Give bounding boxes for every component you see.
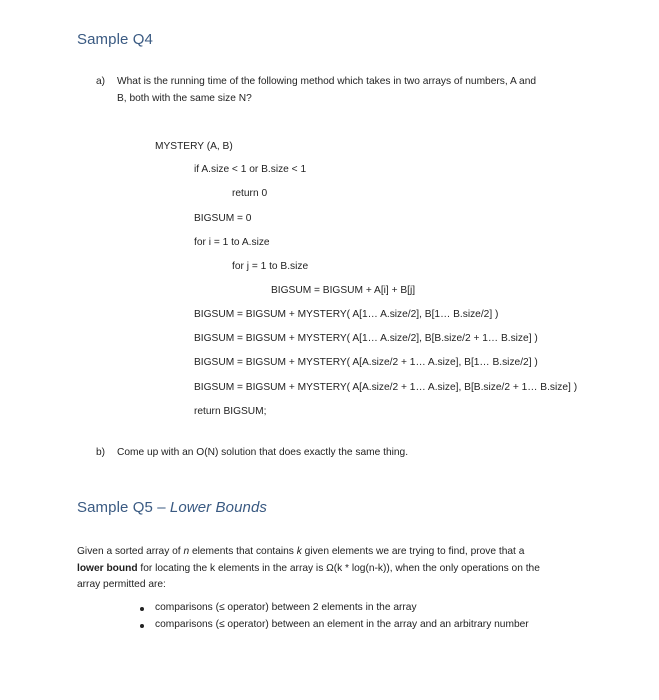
code-line: MYSTERY (A, B) xyxy=(155,141,233,152)
q5-var-k: k xyxy=(296,546,302,557)
q5-lower-bound-bold: lower bound xyxy=(77,563,138,574)
q5-paragraph-line-3: array permitted are: xyxy=(77,579,166,590)
code-line: BIGSUM = BIGSUM + MYSTERY( A[A.size/2 + 1… A.size], B[B.size/2 + 1… B.size] ) xyxy=(194,382,578,393)
q5-text: Given a sorted array of xyxy=(77,546,184,557)
q5-heading-main: Sample Q5 – xyxy=(77,499,170,516)
q5-text: given elements we are trying to find, prove that a xyxy=(301,546,525,557)
list-item: comparisons (≤ operator) between an element in the array and an arbitrary number xyxy=(155,619,529,630)
q4-heading: Sample Q4 xyxy=(77,31,153,48)
q4-b-text: Come up with an O(N) solution that does exactly the same thing. xyxy=(117,447,409,458)
list-item: comparisons (≤ operator) between 2 elements in the array xyxy=(155,602,417,613)
code-line: for j = 1 to B.size xyxy=(232,261,309,272)
q5-text: elements that contains xyxy=(189,546,297,557)
q5-paragraph-line-1 xyxy=(77,545,524,559)
code-line: BIGSUM = BIGSUM + MYSTERY( A[1… A.size/2], B[1… B.size/2] ) xyxy=(194,309,499,320)
q4-a-marker: a) xyxy=(96,76,106,87)
code-line: return 0 xyxy=(232,188,268,199)
bullet-dot xyxy=(140,624,144,628)
code-line: BIGSUM = BIGSUM + MYSTERY( A[A.size/2 + 1… A.size], B[1… B.size/2] ) xyxy=(194,357,538,368)
bullet-dot xyxy=(140,607,144,611)
q4-a-line-2: B, both with the same size N? xyxy=(117,93,252,104)
code-line: for i = 1 to A.size xyxy=(194,237,270,248)
q5-heading-subtitle: Lower Bounds xyxy=(169,499,268,516)
code-line: BIGSUM = BIGSUM + A[i] + B[j] xyxy=(271,285,416,296)
q5-paragraph-line-2 xyxy=(77,562,540,576)
code-line: if A.size < 1 or B.size < 1 xyxy=(194,164,307,175)
code-line: BIGSUM = 0 xyxy=(194,213,252,224)
q4-a-line-1: What is the running time of the following method which takes in two arrays of numbers, A and xyxy=(117,76,537,87)
q5-var-n: n xyxy=(183,546,190,557)
code-line: return BIGSUM; xyxy=(194,406,267,417)
q4-b-marker: b) xyxy=(96,447,106,458)
q5-text: for locating the k elements in the array is Ω(k * log(n-k)), when the only operations on the xyxy=(137,563,540,574)
code-line: BIGSUM = BIGSUM + MYSTERY( A[1… A.size/2], B[B.size/2 + 1… B.size] ) xyxy=(194,333,538,344)
q5-heading xyxy=(77,499,267,516)
